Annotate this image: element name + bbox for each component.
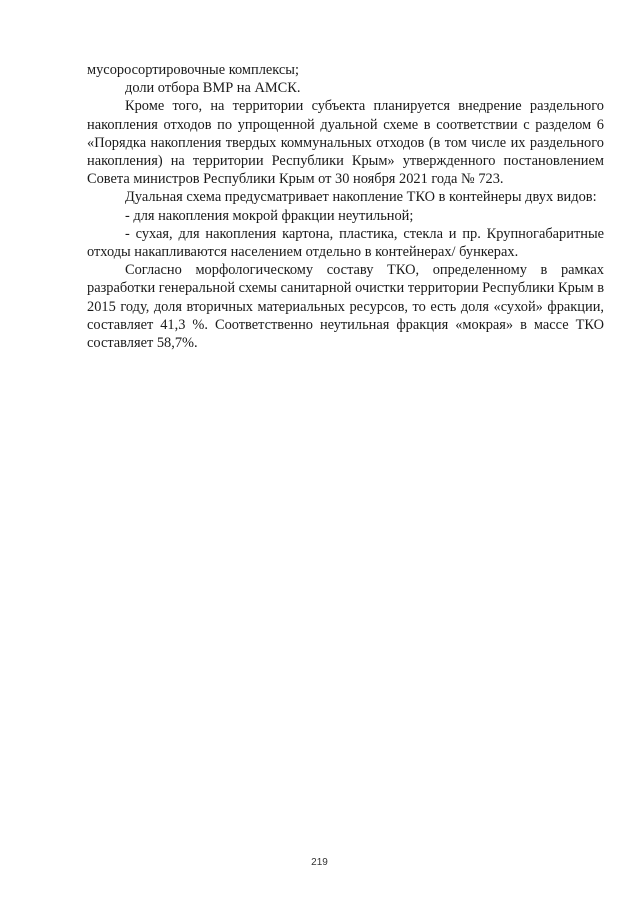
document-body bbox=[87, 61, 604, 352]
paragraph-morphological-composition: Согласно морфологическому составу ТКО, определенному в рамках разработки генеральной схемы санитарной очистки территории Республики Крым в 2015 году, доля вторичных материальных ресурсов, то есть доля «сухой» фракции, составляет 41,3 %. Соответственно неутильная фракция «мокрая» в массе ТКО составляет 58,7%. bbox=[87, 262, 604, 352]
page-number: 219 bbox=[311, 857, 328, 868]
paragraph-separate-collection: Кроме того, на территории субъекта планируется внедрение раздельного накопления отходов по упрощенной дуальной схеме в соответствии с разделом 6 «Порядка накопления твердых коммунальных отходов (в том числе их раздельного накопления) на территории Республики Крым» утвержденного постановлением Совета министров Республики Крым от 30 ноября 2021 года № 723. bbox=[87, 98, 604, 188]
paragraph-list-item-vmr: доли отбора ВМР на АМСК. bbox=[125, 80, 301, 97]
paragraph-dry-fraction: - сухая, для накопления картона, пластика, стекла и пр. Крупногабаритные отходы накапливаются населением отдельно в контейнерах/ бункерах. bbox=[87, 225, 604, 261]
paragraph-dual-scheme: Дуальная схема предусматривает накопление ТКО в контейнеры двух видов: bbox=[125, 189, 597, 206]
paragraph-wet-fraction: - для накопления мокрой фракции неутильной; bbox=[125, 207, 414, 224]
paragraph-list-continuation: мусоросортировочные комплексы; bbox=[87, 62, 299, 78]
